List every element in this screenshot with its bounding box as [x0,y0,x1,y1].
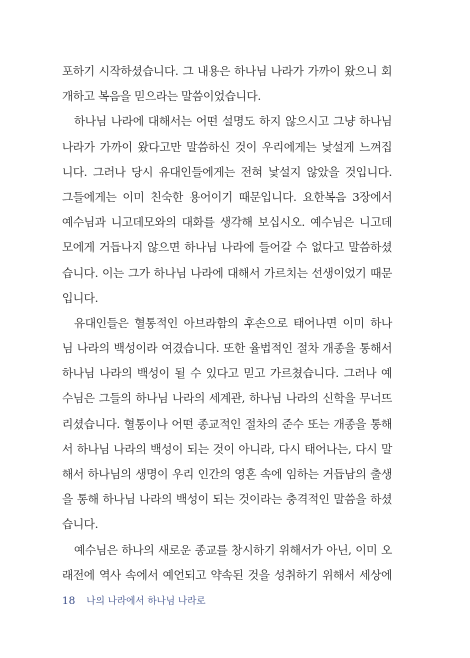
text-line: 그들에게는 이미 친숙한 용어이기 때문입니다. 요한복음 3장에서 [62,189,392,204]
text-line: 모에게 거듭나지 않으면 하나님 나라에 들어갈 수 없다고 말씀하셨 [62,240,392,255]
text-line: 하나님 나라의 백성이 될 수 있다고 믿고 가르쳤습니다. 그러나 예 [62,366,392,381]
text-line: 포하기 시작하셨습니다. 그 내용은 하나님 나라가 가까이 왔으니 회 [62,64,392,78]
text-line: 나라가 가까이 왔다고만 말씀하신 것이 우리에게는 낯설게 느껴집 [62,139,392,154]
text-line: 래전에 역사 속에서 예언되고 약속된 것을 성취하기 위해서 세상에 [62,567,392,582]
text-line: 리셨습니다. 혈통이나 어떤 종교적인 절차의 준수 또는 개종을 통해 [62,416,392,431]
body-text [62,59,392,588]
text-line: 을 통해 하나님 나라의 백성이 되는 것이라는 충격적인 말씀을 하셨 [62,492,392,507]
text-line: 수님은 그들의 하나님 나라의 세계관, 하나님 나라의 신학을 무너뜨 [62,391,392,406]
page-footer [62,593,206,607]
text-line: 개하고 복음을 믿으라는 말씀이었습니다. [62,89,261,104]
page-number: 18 [62,595,76,607]
text-line: 유대인들은 혈통적인 아브라함의 후손으로 태어나면 이미 하나 [74,315,392,330]
text-line: 하나님 나라에 대해서는 어떤 설명도 하지 않으시고 그냥 하나님 [74,114,392,129]
running-title: 나의 나라에서 하나님 나라로 [86,596,206,607]
text-line: 해서 하나님의 생명이 우리 인간의 영혼 속에 임하는 거듭남의 출생 [62,467,392,481]
text-line: 예수님은 하나의 새로운 종교를 창시하기 위해서가 아닌, 이미 오 [74,542,392,557]
text-line: 니다. 그러나 당시 유대인들에게는 전혀 낯설지 않았을 것입니다. [62,164,392,179]
text-line: 예수님과 니고데모와의 대화를 생각해 보십시오. 예수님은 니고데 [62,215,392,230]
text-line: 서 하나님 나라의 백성이 되는 것이 아니라, 다시 태어나는, 다시 말 [62,441,392,456]
text-line: 습니다. [62,517,99,532]
text-line: 습니다. 이는 그가 하나님 나라에 대해서 가르치는 선생이었기 때문 [62,265,392,280]
text-line: 입니다. [62,290,99,305]
text-line: 님 나라의 백성이라 여겼습니다. 또한 율법적인 절차 개종을 통해서 [62,341,392,356]
